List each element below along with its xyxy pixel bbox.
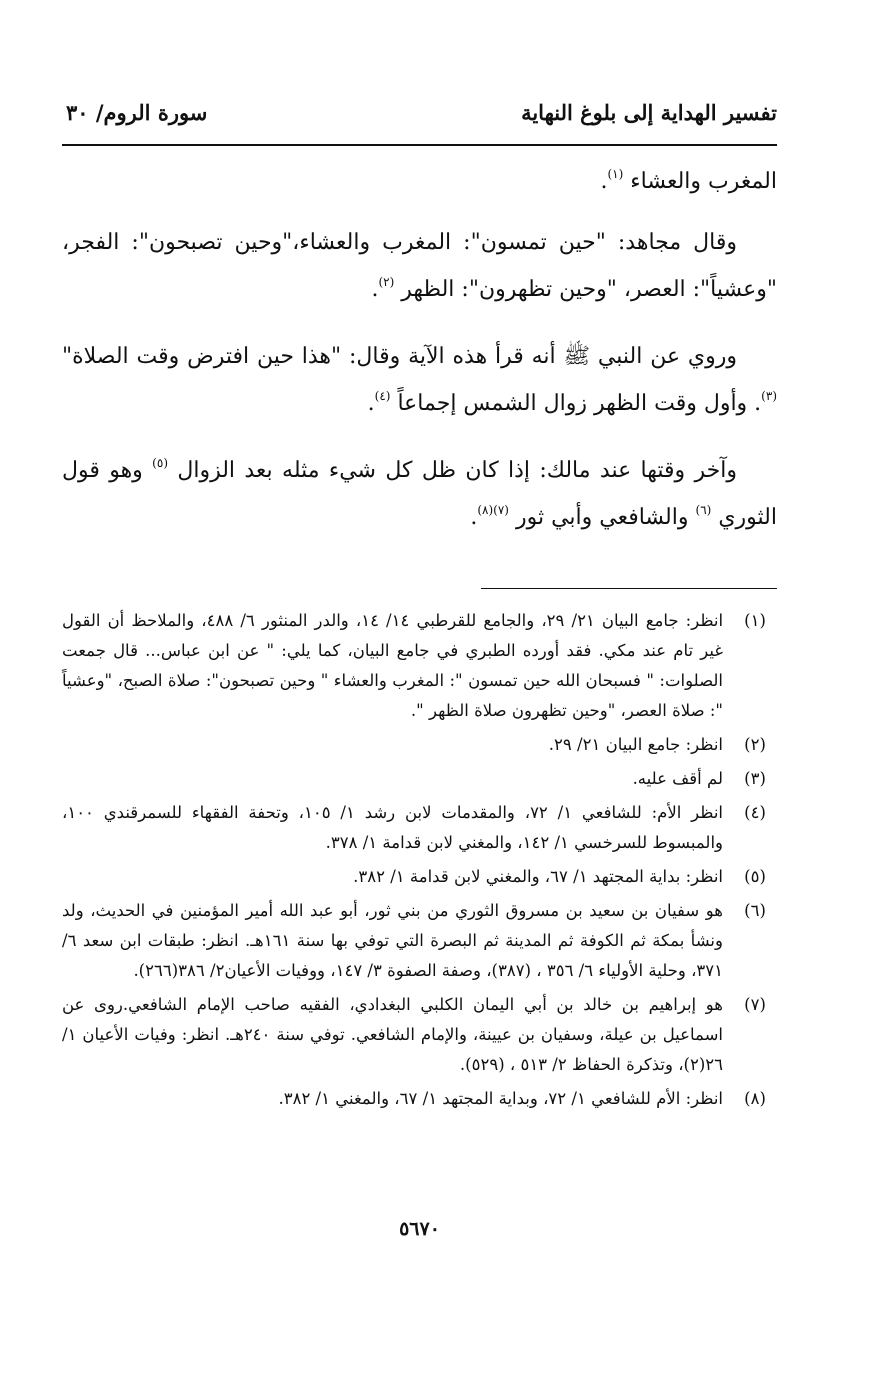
footnote-text: انظر: جامع البيان ٢١/ ٢٩. — [548, 735, 723, 754]
footnote-text: لم أقف عليه. — [632, 769, 723, 788]
footnote-4 — [62, 798, 777, 858]
footnote-ref: (١) — [607, 167, 624, 181]
footnote-number: (٤) — [744, 803, 766, 822]
surah-label: سورة الروم/ ٣٠ — [66, 100, 208, 125]
main-text — [62, 158, 777, 561]
document-page — [62, 0, 777, 1381]
footnote-number: (٣) — [744, 769, 766, 788]
header-divider — [62, 144, 777, 146]
footnote-text: انظر: الأم للشافعي ١/ ٧٢، وبداية المجتهد ١/ ٦٧، والمغني ١/ ٣٨٢. — [278, 1089, 723, 1108]
footnote-number: (٧) — [744, 995, 766, 1014]
footnote-7 — [62, 990, 777, 1080]
page-number: ٥٦٧٠ — [399, 1218, 440, 1240]
footnote-text: انظر الأم: للشافعي ١/ ٧٢، والمقدمات لابن رشد ١/ ١٠٥، وتحفة الفقهاء للسمرقندي ١٠٠، والمبسوط للسرخسي ١/ ١٤٢، والمغني لابن قدامة ١/ ٣٧٨. — [62, 803, 724, 852]
running-header — [62, 96, 777, 136]
paragraph-4: وآخر وقتها عند مالك: إذا كان ظل كل شيء مثله بعد الزوال $^{(٥)}$ وهو قول الثوري $^{(٦)}$ والشافعي وأبي ثور $^{(٧)(٨)}$. — [62, 456, 777, 530]
footnote-number: (٦) — [744, 901, 766, 920]
footnote-number: (٨) — [744, 1089, 766, 1108]
footnote-ref: (٧)(٨) — [477, 503, 509, 517]
footnote-text: انظر: بداية المجتهد ١/ ٦٧، والمغني لابن قدامة ١/ ٣٨٢. — [353, 867, 723, 886]
footnote-6 — [62, 896, 777, 986]
footnote-divider — [481, 588, 777, 589]
footnote-3 — [62, 764, 777, 794]
footnote-text: هو سفيان بن سعيد بن مسروق الثوري من بني ثور، أبو عبد الله أمير المؤمنين في الحديث، ولد ونشأ بمكة ثم الكوفة ثم المدينة ثم البصرة التي توفي بها سنة ١٦١هـ. انظر: طبقات ابن سعد ٦/ ٣٧١، وحلية الأولياء ٦/ ٣٥٦ ، (٣٨٧)، وصفة الصفوة ٣/ ١٤٧، ووفيات الأعيان٢/ ٣٨٦(٢٦٦). — [62, 901, 723, 980]
footnote-ref: (٥) — [152, 456, 168, 470]
footnote-1 — [62, 606, 777, 726]
book-title: تفسير الهداية إلى بلوغ النهاية — [521, 100, 777, 125]
footnote-text: هو إبراهيم بن خالد بن أبي اليمان الكلبي البغدادي، الفقيه صاحب الإمام الشافعي.روى عن اسماعيل بن عيلة، وسفيان بن عيينة، والإمام الشافعي. توفي سنة ٢٤٠هـ. انظر: وفيات الأعيان ١/ ٢٦(٢)، وتذكرة الحفاظ ٢/ ٥١٣ ، (٥٢٩). — [62, 995, 723, 1074]
footnote-ref: (٢) — [378, 275, 395, 289]
footnote-2 — [62, 730, 777, 760]
footnote-8 — [62, 1084, 777, 1114]
footnote-number: (٢) — [744, 735, 766, 754]
paragraph-1: المغرب والعشاء $^{(١)}$. — [600, 167, 777, 194]
footnote-5 — [62, 862, 777, 892]
footnote-ref: (٦) — [695, 503, 712, 517]
footnotes — [62, 606, 777, 1118]
footnote-number: (٥) — [744, 867, 766, 886]
footnote-text: انظر: جامع البيان ٢١/ ٢٩، والجامع للقرطبي ١٤/ ١٤، والدر المنثور ٦/ ٤٨٨، والملاحظ أن القول غير تام عند مكي. فقد أورده الطبري في جامع البيان، كما يلي: " عن ابن عباس... قال جمعت الصلوات: " فسبحان الله حين تمسون ": المغرب والعشاء " وحين تصبحون": صلاة الصبح، "وعشياً ": صلاة العصر، "وحين تظهرون صلاة الظهر ". — [62, 611, 724, 720]
footnote-ref: (٣) — [761, 389, 777, 403]
footnote-number: (١) — [744, 611, 766, 630]
footnote-ref: (٤) — [374, 389, 391, 403]
paragraph-2: وقال مجاهد: "حين تمسون": المغرب والعشاء،"وحين تصبحون": الفجر، "وعشياً": العصر، "وحين تظهرون": الظهر $^{(٢)}$. — [62, 230, 777, 302]
paragraph-3: وروي عن النبي ﷺ أنه قرأ هذه الآية وقال: "هذا حين افترض وقت الصلاة"$^{(٣)}$. وأول وقت الظهر زوال الشمس إجماعاً $^{(٤)}$. — [62, 344, 777, 416]
